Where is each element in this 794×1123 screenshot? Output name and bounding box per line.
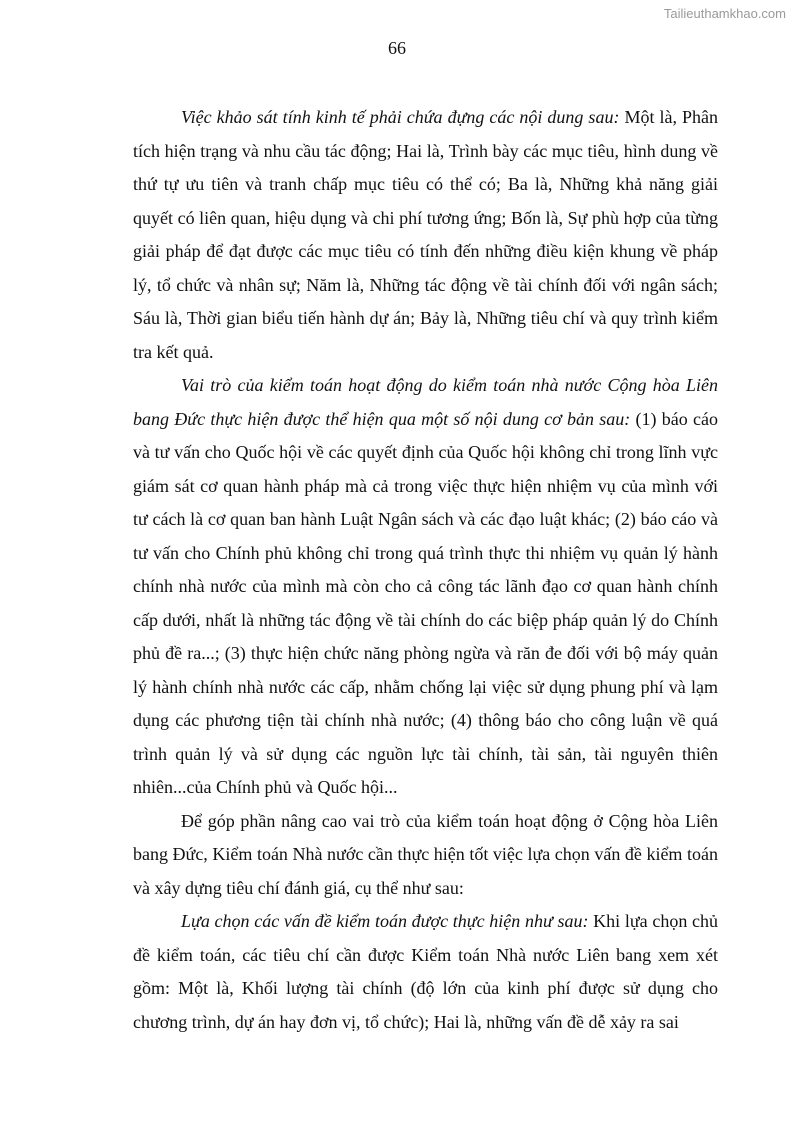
watermark: Tailieuthamkhao.com <box>663 6 786 21</box>
document-body <box>133 101 718 1039</box>
paragraph-improve-role <box>133 805 718 906</box>
page-number: 66 <box>388 38 406 58</box>
paragraph-topic-selection <box>133 905 718 1039</box>
paragraph-text: Khi lựa chọn chủ đề kiểm toán, các tiêu chí cần được Kiểm toán Nhà nước Liên bang xem xét gồm: Một là, Khối lượng tài chính (độ lớn của kinh phí được sử dụng cho chương trình, dự án hay đơn vị, tổ chức); Hai là, những vấn đề dễ xảy ra sai <box>133 911 719 1032</box>
paragraph-economic-survey <box>133 101 718 369</box>
paragraph-lead: Vai trò của kiểm toán hoạt động do kiểm toán nhà nước Cộng hòa Liên bang Đức thực hiện được thể hiện qua một số nội dung cơ bản sau: <box>133 375 718 429</box>
paragraph-text: Một là, Phân tích hiện trạng và nhu cầu tác động; Hai là, Trình bày các mục tiêu, hình dung về thứ tự ưu tiên và tranh chấp mục tiêu có thể có; Ba là, Những khả năng giải quyết có liên quan, hiệu dụng và chi phí tương ứng; Bốn là, Sự phù hợp của từng giải pháp để đạt được các mục tiêu có tính đến những điều kiện khung về pháp lý, tổ chức và nhân sự; Năm là, Những tác động về tài chính đối với ngân sách; Sáu là, Thời gian biểu tiến hành dự án; Bảy là, Những tiêu chí và quy trình kiểm tra kết quả. <box>133 107 718 362</box>
paragraph-text: Để góp phần nâng cao vai trò của kiểm toán hoạt động ở Cộng hòa Liên bang Đức, Kiểm toán Nhà nước cần thực hiện tốt việc lựa chọn vấn đề kiểm toán và xây dựng tiêu chí đánh giá, cụ thể như sau: <box>133 810 718 898</box>
paragraph-audit-role <box>133 369 718 805</box>
paragraph-lead: Việc khảo sát tính kinh tế phải chứa đựng các nội dung sau: <box>181 107 620 127</box>
paragraph-text: (1) báo cáo và tư vấn cho Quốc hội về các quyết định của Quốc hội không chỉ trong lĩnh vực giám sát cơ quan hành pháp mà cả trong việc thực hiện nhiệm vụ của mình với tư cách là cơ quan ban hành Luật Ngân sách và các đạo luật khác; (2) báo cáo và tư vấn cho Chính phủ không chỉ trong quá trình thực thi nhiệm vụ quản lý hành chính nhà nước của mình mà còn cho cả công tác lãnh đạo cơ quan hành chính cấp dưới, nhất là những tác động về tài chính do các biệp pháp quản lý do Chính phủ đề ra...; (3) thực hiện chức năng phòng ngừa và răn đe đối với bộ máy quản lý hành chính nhà nước các cấp, nhằm chống lại việc sử dụng phung phí và lạm dụng các phương tiện tài chính nhà nước; (4) thông báo cho công luận về quá trình quản lý và sử dụng các nguồn lực tài chính, tài sản, tài nguyên thiên nhiên...của Chính phủ và Quốc hội... <box>133 408 718 797</box>
paragraph-lead: Lựa chọn các vấn đề kiểm toán được thực hiện như sau: <box>181 911 589 931</box>
